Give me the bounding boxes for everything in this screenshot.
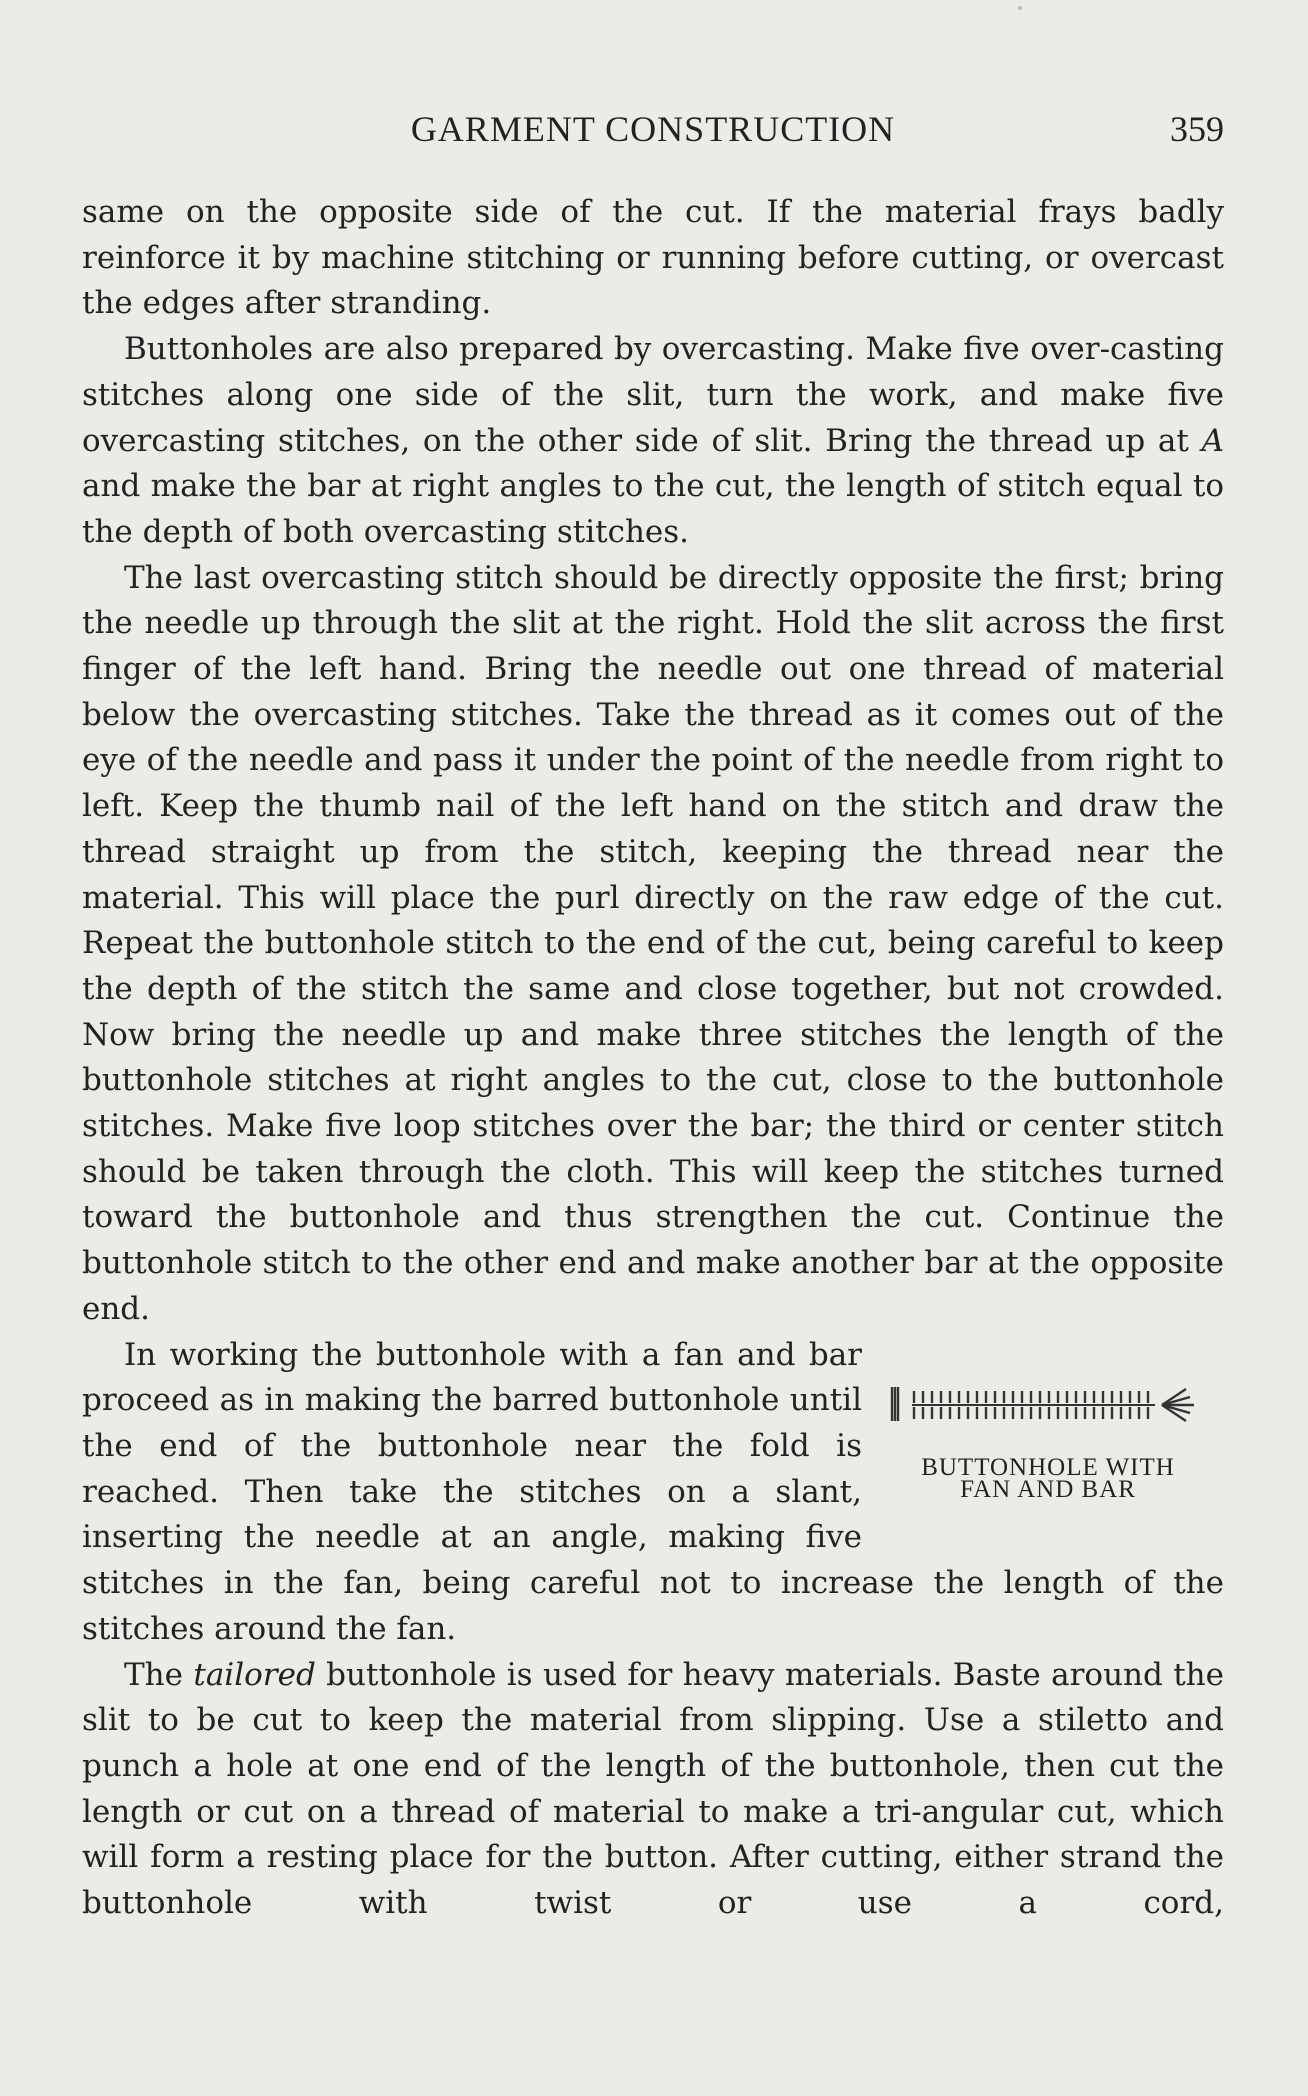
paragraph-text: and make the bar at right angles to the cut, the length of stitch equal to the depth of both overcasting stitches. — [82, 468, 1224, 550]
paragraph-overcasting — [82, 327, 1224, 556]
paragraph-text: The — [124, 1656, 183, 1693]
paragraph-text: buttonhole is used for heavy materials. Baste around the slit to be cut to keep the material from slipping. Use a stiletto and punch a hole at one end of the length of the buttonhole, then cut the length or cut on a thread of material to make a tri-angular cut, which will form a resting place for the button. After cutting, either strand the buttonhole with twist or use a cord, — [82, 1656, 1224, 1922]
paragraph-buttonhole-stitch: The last overcasting stitch should be directly opposite the first; bring the needle up through the slit at the right. Hold the slit across the first finger of the left hand. Bring the needle out one thread of material below the overcasting stitches. Take the thread as it comes out of the eye of the needle and pass it under the point of the needle from right to left. Keep the thumb nail of the left hand on the stitch and draw the thread straight up from the stitch, keeping the thread near the material. This will place the purl directly on the raw edge of the cut. Repeat the buttonhole stitch to the end of the cut, being careful to keep the depth of the stitch the same and close together, but not crowded. Now bring the needle up and make three stitches the length of the buttonhole stitches at right angles to the cut, close to the buttonhole stitches. Make five loop stitches over the bar; the third or center stitch should be taken through the cloth. This will keep the stitches turned toward the buttonhole and thus strengthen the cut. Continue the buttonhole stitch to the other end and make another bar at the opposite end. — [82, 559, 1224, 1327]
paragraph-continuation: same on the opposite side of the cut. If the material frays badly reinforce it by machine stitching or running before cutting, or overcast the edges after stranding. — [82, 194, 1224, 322]
emphasis-word: tailored — [193, 1656, 316, 1693]
page-speck — [1018, 6, 1022, 10]
point-label: A — [1201, 422, 1224, 459]
paragraph-fan-and-bar: In working the buttonhole with a fan and bar proceed as in making the barred buttonhole until the end of the buttonhole near the fold is reached. Then take the stitches on a slant, inserting the needle at an angle, making five stitches in the fan, being careful not to increase the length of the stitches around the fan. — [82, 1336, 1224, 1647]
paragraph-tailored — [82, 1653, 1224, 1927]
figure-caption — [872, 1453, 1224, 1503]
figure-caption-line: FAN AND BAR — [960, 1475, 1136, 1503]
paragraph-text: Buttonholes are also prepared by overcasting. Make five over-casting stitches along one side of the slit, turn the work, and make five overcasting stitches, on the other side of slit. Bring the thread up at — [82, 331, 1224, 459]
body-text — [82, 190, 1224, 1927]
buttonhole-figure — [872, 1335, 1224, 1517]
page-number: 359 — [1170, 109, 1224, 149]
page-header — [82, 108, 1224, 154]
running-title: GARMENT CONSTRUCTION — [410, 109, 896, 149]
figure-caption-line: BUTTONHOLE WITH — [921, 1453, 1175, 1481]
buttonhole-fan-bar-illustration — [890, 1381, 1208, 1441]
